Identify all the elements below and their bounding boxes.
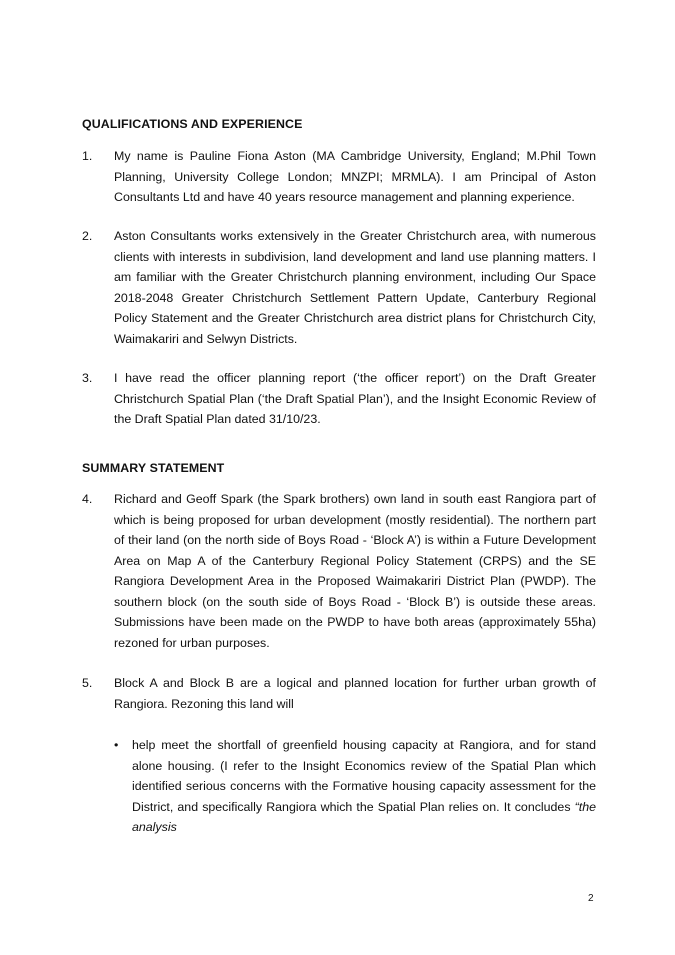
paragraph-text: Block A and Block B are a logical and planned location for further urban growth of Rangiora. Rezoning this land will <box>114 676 596 711</box>
section-heading-qualifications: QUALIFICATIONS AND EXPERIENCE <box>82 117 303 131</box>
bullet-text-body: help meet the shortfall of greenfield housing capacity at Rangiora, and for stand alone housing. (I refer to the Insight Economics review of the Spatial Plan which identified serious concerns with the Formative housing capacity assessment for the District, and specifically Rangiora which the Spatial Plan relies on. It concludes <box>132 738 596 814</box>
bullet-text <box>132 735 596 838</box>
bullet-quote: “the analysis <box>132 799 596 834</box>
bullet-icon: • <box>114 738 119 752</box>
paragraph-number: 1. <box>82 149 93 163</box>
numbered-paragraph-4 <box>82 489 596 653</box>
numbered-paragraph-3 <box>82 368 596 430</box>
paragraph-number: 2. <box>82 229 93 243</box>
bullet-item <box>114 735 596 838</box>
numbered-paragraph-5 <box>82 673 596 714</box>
paragraph-number: 5. <box>82 676 93 690</box>
paragraph-number: 3. <box>82 371 93 385</box>
paragraph-text: My name is Pauline Fiona Aston (MA Cambridge University, England; M.Phil Town Planning, University College London; MNZPI; MRMLA). I am Principal of Aston Consultants Ltd and have 40 years resource management and planning experience. <box>114 149 596 204</box>
numbered-paragraph-2 <box>82 226 596 349</box>
paragraph-text: Richard and Geoff Spark (the Spark brothers) own land in south east Rangiora part of which is being proposed for urban development (mostly residential). The northern part of their land (on the north side of Boys Road - ‘Block A’) is within a Future Development Area on Map A of the Canterbury Regional Policy Statement (CRPS) and the SE Rangiora Development Area in the Proposed Waimakariri District Plan (PWDP). The southern block (on the south side of Boys Road - ‘Block B’) is outside these areas. Submissions have been made on the PWDP to have both areas (approximately 55ha) rezoned for urban purposes. <box>114 492 596 650</box>
paragraph-number: 4. <box>82 492 93 506</box>
section-heading-summary: SUMMARY STATEMENT <box>82 461 225 475</box>
paragraph-text: Aston Consultants works extensively in the Greater Christchurch area, with numerous clients with interests in subdivision, land development and land use planning matters. I am familiar with the Greater Christchurch planning environment, including Our Space 2018-2048 Greater Christchurch Settlement Pattern Update, Canterbury Regional Policy Statement and the Greater Christchurch area district plans for Christchurch City, Waimakariri and Selwyn Districts. <box>114 229 596 346</box>
page-number: 2 <box>588 893 594 904</box>
paragraph-text: I have read the officer planning report (‘the officer report’) on the Draft Greater Christchurch Spatial Plan (‘the Draft Spatial Plan’), and the Insight Economic Review of the Draft Spatial Plan dated 31/10/23. <box>114 371 596 426</box>
numbered-paragraph-1 <box>82 146 596 208</box>
